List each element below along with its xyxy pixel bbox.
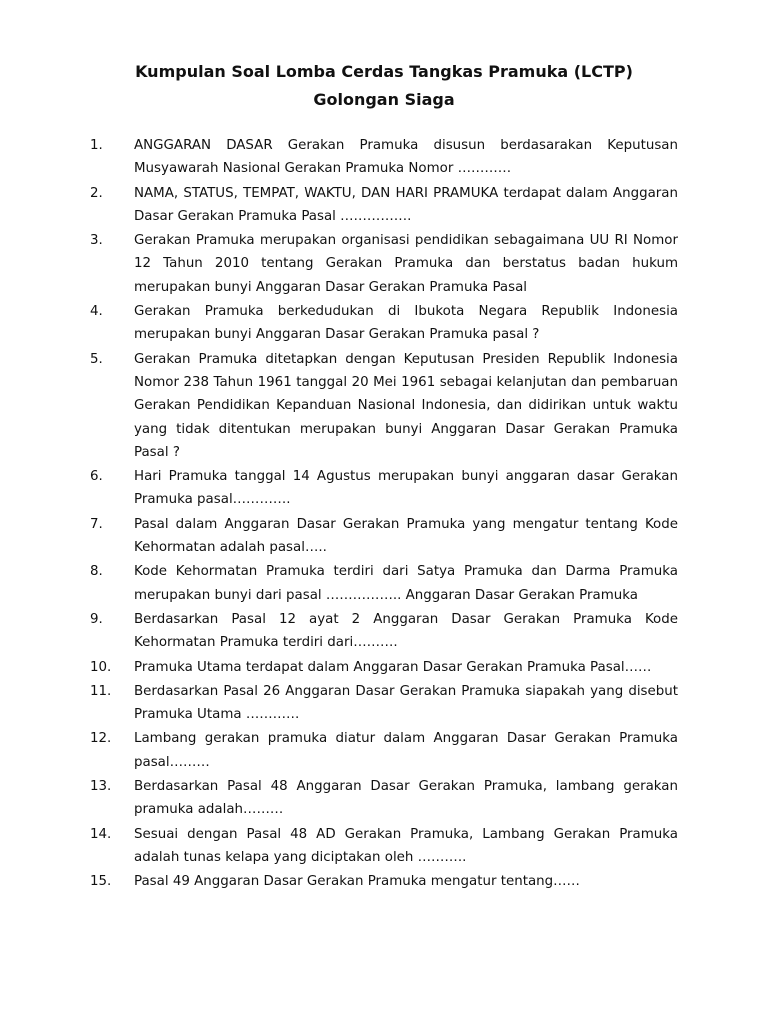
question-number: 9. (90, 611, 103, 627)
title-line-2: Golongan Siaga (313, 90, 455, 109)
list-item (90, 560, 678, 607)
list-item (90, 727, 678, 774)
question-text: Berdasarkan Pasal 48 Anggaran Dasar Gerakan Pramuka, lambang gerakan pramuka adalah……… (134, 779, 678, 818)
question-text: Kode Kehormatan Pramuka terdiri dari Satya Pramuka dan Darma Pramuka merupakan bunyi dari pasal …………….. Anggaran Dasar Gerakan Pramuka (134, 564, 678, 603)
list-item (90, 182, 678, 229)
question-number: 11. (90, 683, 112, 699)
list-item (90, 680, 678, 727)
question-text: Berdasarkan Pasal 26 Anggaran Dasar Gerakan Pramuka siapakah yang disebut Pramuka Utama ………… (134, 683, 678, 723)
question-text: ANGGARAN DASAR Gerakan Pramuka disusun berdasarakan Keputusan Musyawarah Nasional Gerakan Pramuka Nomor ………… (134, 138, 678, 177)
question-number: 6. (90, 469, 103, 485)
list-item (90, 513, 678, 560)
question-number: 2. (90, 185, 103, 201)
title-line-1: Kumpulan Soal Lomba Cerdas Tangkas Pramuka (LCTP) (135, 62, 633, 81)
question-text: Gerakan Pramuka ditetapkan dengan Keputusan Presiden Republik Indonesia Nomor 238 Tahun 1961 tanggal 20 Mei 1961 sebagai kelanjutan dan pembaruan Gerakan Pendidikan Kepanduan Nasional Indonesia, dan didirikan untuk waktu yang tidak ditentukan merupakan bunyi Anggaran Dasar Gerakan Pramuka Pasal ? (134, 351, 678, 460)
list-item (90, 465, 678, 512)
question-text: Pasal dalam Anggaran Dasar Gerakan Pramuka yang mengatur tentang Kode Kehormatan adalah pasal….. (134, 516, 678, 556)
question-number: 1. (90, 138, 103, 153)
question-number: 4. (90, 304, 103, 320)
question-number: 14. (90, 826, 112, 842)
question-number: 15. (90, 874, 112, 890)
list-item (90, 608, 678, 655)
question-text: Pasal 49 Anggaran Dasar Gerakan Pramuka mengatur tentang…… (134, 874, 580, 890)
question-number: 3. (90, 233, 103, 249)
question-text: NAMA, STATUS, TEMPAT, WAKTU, DAN HARI PRAMUKA terdapat dalam Anggaran Dasar Gerakan Pramuka Pasal ……………. (134, 185, 678, 224)
list-item (90, 348, 678, 464)
list-item (90, 775, 678, 822)
list-item (90, 823, 678, 870)
question-text: Gerakan Pramuka berkedudukan di Ibukota Negara Republik Indonesia merupakan bunyi Anggaran Dasar Gerakan Pramuka pasal ? (134, 304, 678, 343)
question-text: Berdasarkan Pasal 12 ayat 2 Anggaran Dasar Gerakan Pramuka Kode Kehormatan Pramuka terdiri dari………. (134, 611, 678, 651)
list-item (90, 229, 678, 299)
question-text: Sesuai dengan Pasal 48 AD Gerakan Pramuka, Lambang Gerakan Pramuka adalah tunas kelapa yang diciptakan oleh ……….. (134, 826, 678, 865)
question-number: 13. (90, 779, 112, 795)
question-number: 5. (90, 351, 103, 367)
question-text: Pramuka Utama terdapat dalam Anggaran Dasar Gerakan Pramuka Pasal…… (134, 659, 652, 675)
question-list (90, 134, 678, 894)
list-item (90, 134, 678, 181)
question-text: Hari Pramuka tanggal 14 Agustus merupakan bunyi anggaran dasar Gerakan Pramuka pasal…………. (134, 469, 678, 508)
list-item (90, 870, 678, 893)
question-number: 7. (90, 516, 103, 532)
question-number: 8. (90, 564, 103, 580)
question-number: 10. (90, 659, 112, 675)
question-text: Gerakan Pramuka merupakan organisasi pendidikan sebagaimana UU RI Nomor 12 Tahun 2010 tentang Gerakan Pramuka dan berstatus badan hukum merupakan bunyi Anggaran Dasar Gerakan Pramuka Pasal (134, 233, 678, 295)
document-title (90, 58, 678, 114)
list-item (90, 656, 678, 679)
question-number: 12. (90, 731, 112, 747)
question-text: Lambang gerakan pramuka diatur dalam Anggaran Dasar Gerakan Pramuka pasal……… (134, 731, 678, 770)
list-item (90, 300, 678, 347)
